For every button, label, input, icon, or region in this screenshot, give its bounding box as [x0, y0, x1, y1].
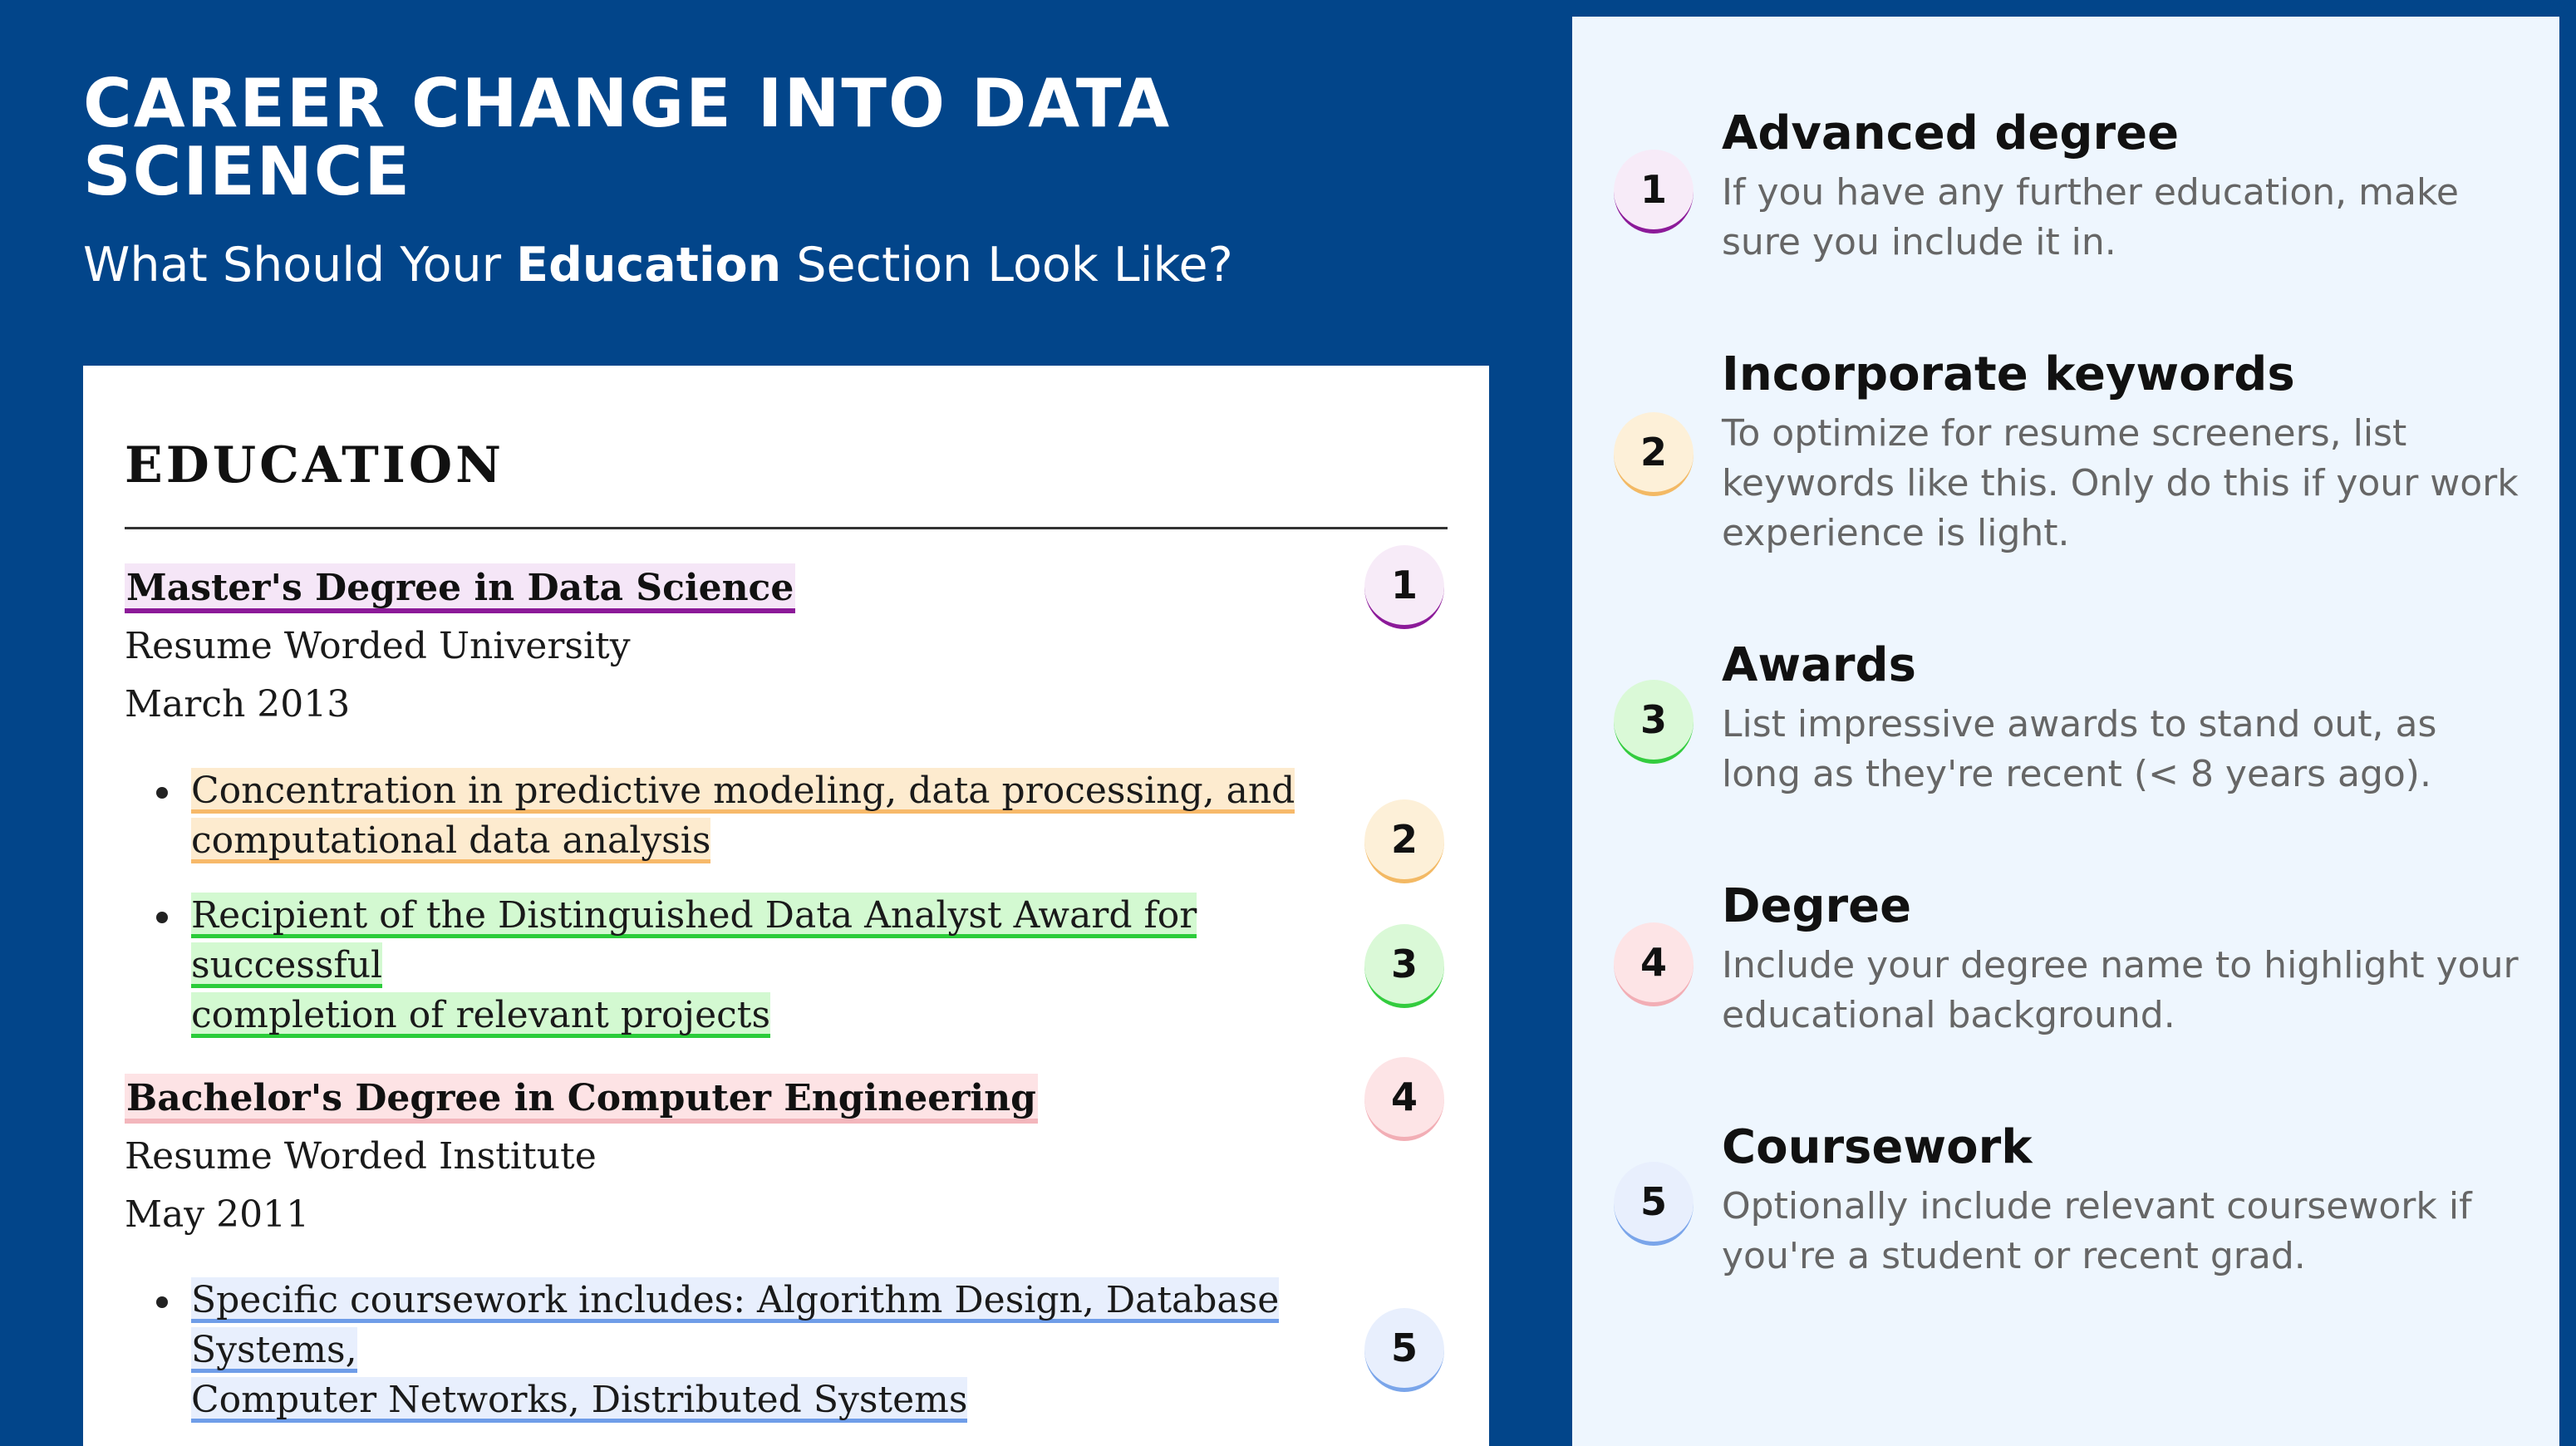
- tip-number-badge: 1: [1614, 150, 1694, 234]
- tip-title: Degree: [1722, 879, 1912, 933]
- concentration-line-1: Concentration in predictive modeling, data processing, and: [191, 770, 1295, 812]
- award-line-2: completion of relevant projects: [191, 994, 771, 1036]
- tip-description: Include your degree name to highlight your educational background.: [1722, 944, 2519, 1036]
- bullet-icon: [156, 1296, 168, 1308]
- coursework-line-2: Computer Networks, Distributed Systems: [191, 1379, 968, 1421]
- subtitle-text-end: Section Look Like?: [781, 238, 1233, 293]
- resume-education-card: [83, 366, 1489, 1446]
- tip-title: Awards: [1722, 638, 1916, 692]
- bullet-icon: [156, 787, 168, 799]
- subtitle-text-start: What Should Your: [83, 238, 517, 293]
- tip-title: Incorporate keywords: [1722, 347, 2295, 401]
- bachelors-degree-title: Bachelor's Degree in Computer Engineering: [125, 1074, 1038, 1124]
- tip-description: To optimize for resume screeners, list keywords like this. Only do this if your work experience is light.: [1722, 412, 2519, 554]
- bullet-coursework: [191, 1276, 1388, 1425]
- bachelors-date: May 2011: [125, 1193, 310, 1236]
- concentration-line-2: computational data analysis: [191, 819, 711, 862]
- badge-5: 5: [1364, 1308, 1444, 1392]
- award-line-1: Recipient of the Distinguished Data Analyst Award for successful: [191, 894, 1197, 986]
- tip-description: Optionally include relevant coursework if you're a student or recent grad.: [1722, 1185, 2472, 1277]
- tip-number-badge: 3: [1614, 680, 1694, 764]
- masters-date: March 2013: [125, 683, 351, 725]
- bullet-icon: [156, 912, 168, 923]
- tip-title: Coursework: [1722, 1120, 2033, 1174]
- bachelors-school: Resume Worded Institute: [125, 1135, 597, 1178]
- badge-1: 1: [1364, 545, 1444, 629]
- masters-degree-title: Master's Degree in Data Science: [125, 563, 795, 613]
- tip-description: If you have any further education, make sure you include it in.: [1722, 171, 2459, 263]
- bullet-award: [191, 891, 1388, 1040]
- tip-number-badge: 5: [1614, 1162, 1694, 1246]
- badge-4: 4: [1364, 1057, 1444, 1141]
- subtitle-emphasis: Education: [516, 238, 782, 293]
- page-title: CAREER CHANGE INTO DATA SCIENCE: [83, 65, 1172, 210]
- page-subtitle: [83, 236, 1233, 294]
- badge-2: 2: [1364, 799, 1444, 883]
- bullet-concentration: [191, 766, 1388, 866]
- education-heading: EDUCATION: [125, 436, 504, 494]
- section-divider: [125, 527, 1448, 529]
- tip-number-badge: 2: [1614, 412, 1694, 496]
- coursework-line-1: Specific coursework includes: Algorithm Design, Database Systems,: [191, 1279, 1280, 1371]
- tips-panel: [1572, 17, 2559, 1446]
- badge-3: 3: [1364, 924, 1444, 1008]
- tip-number-badge: 4: [1614, 922, 1694, 1006]
- tip-description: List impressive awards to stand out, as long as they're recent (< 8 years ago).: [1722, 703, 2437, 795]
- masters-school: Resume Worded University: [125, 625, 631, 667]
- tip-title: Advanced degree: [1722, 106, 2180, 160]
